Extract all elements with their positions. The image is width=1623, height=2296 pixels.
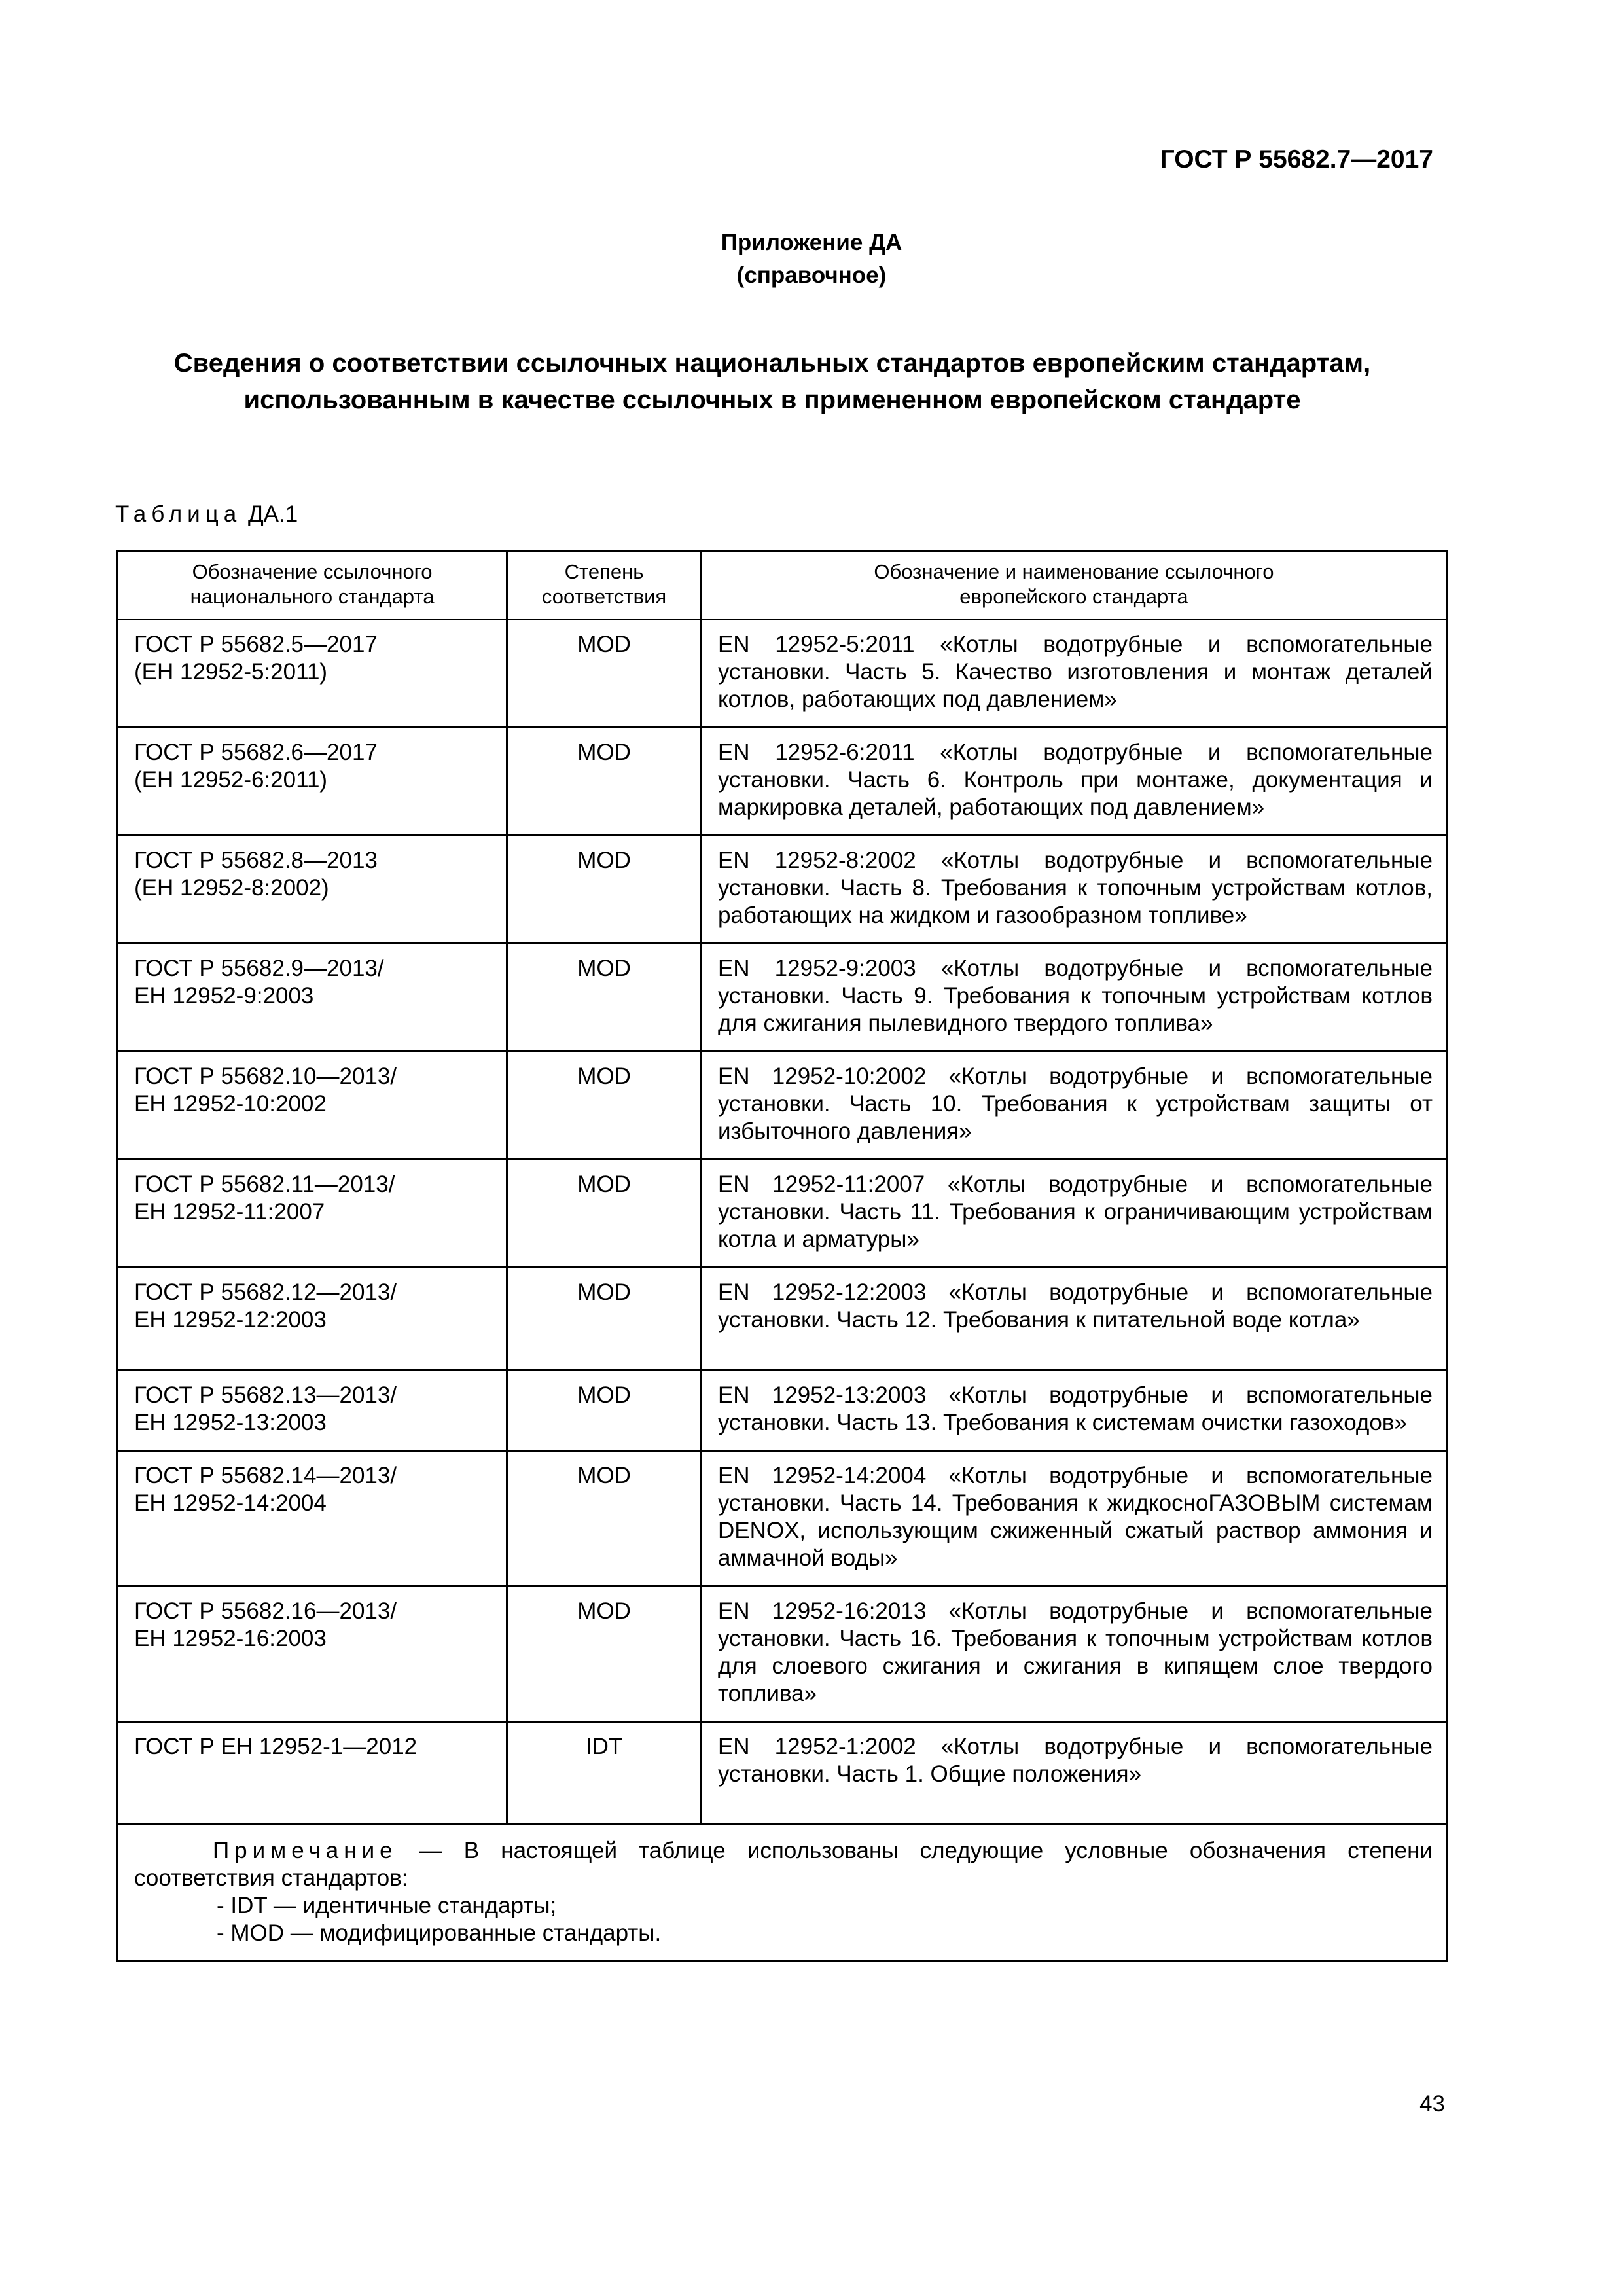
european-standard-cell: EN 12952-14:2004 «Котлы водотрубные и вспомогательные установки. Часть 14. Требования к жидкосноГАЗОВЫМ системам DENOX, использующим сжиженный сжатый раствор аммония и аммачной воды» [701, 1451, 1446, 1587]
national-standard-cell: ГОСТ Р 55682.8—2013 (ЕН 12952-8:2002) [118, 836, 507, 944]
degree-cell: MOD [507, 1052, 702, 1160]
european-standard-cell: EN 12952-10:2002 «Котлы водотрубные и вспомогательные установки. Часть 10. Требования к устройствам защиты от избыточного давления» [701, 1052, 1446, 1160]
national-standard-cell: ГОСТ Р 55682.12—2013/ ЕН 12952-12:2003 [118, 1268, 507, 1371]
national-standard-cell: ГОСТ Р 55682.11—2013/ ЕН 12952-11:2007 [118, 1160, 507, 1268]
document-title-line2: использованным в качестве ссылочных в примененном европейском стандарте [243, 386, 1301, 414]
national-standard-cell: ГОСТ Р 55682.14—2013/ ЕН 12952-14:2004 [118, 1451, 507, 1587]
degree-cell: MOD [507, 836, 702, 944]
degree-cell: MOD [507, 1587, 702, 1722]
national-standard-cell: ГОСТ Р 55682.9—2013/ ЕН 12952-9:2003 [118, 944, 507, 1052]
degree-cell: MOD [507, 1451, 702, 1587]
table-row [118, 1451, 1447, 1587]
european-standard-cell: EN 12952-13:2003 «Котлы водотрубные и вспомогательные установки. Часть 13. Требования к системам очистки газоходов» [701, 1371, 1446, 1451]
national-standard-cell: ГОСТ Р 55682.16—2013/ ЕН 12952-16:2003 [118, 1587, 507, 1722]
header-european-standard: Обозначение и наименование ссылочного европейского стандарта [701, 551, 1446, 620]
table-row [118, 1371, 1447, 1451]
national-standard-cell: ГОСТ Р 55682.6—2017 (ЕН 12952-6:2011) [118, 728, 507, 836]
degree-cell: MOD [507, 620, 702, 728]
european-standard-cell: EN 12952-1:2002 «Котлы водотрубные и вспомогательные установки. Часть 1. Общие положения» [701, 1722, 1446, 1825]
national-standard-cell: ГОСТ Р ЕН 12952-1—2012 [118, 1722, 507, 1825]
note-item-idt: - IDT — идентичные стандарты; [217, 1893, 557, 1918]
table-caption-word: Таблица [115, 501, 242, 527]
table-note-row [118, 1825, 1447, 1962]
note-text: — В настоящей таблице использованы следующие условные обозначения степени соответствия стандартов: [134, 1838, 1433, 1891]
note-item-mod: - MOD — модифицированные стандарты. [217, 1920, 662, 1946]
table-row [118, 944, 1447, 1052]
european-standard-cell: EN 12952-16:2013 «Котлы водотрубные и вспомогательные установки. Часть 16. Требования к топочным устройствам котлов для слоевого сжигания и сжигания в кипящем слое твердого топлива» [701, 1587, 1446, 1722]
table-row [118, 728, 1447, 836]
table-note [118, 1825, 1447, 1962]
national-standard-cell: ГОСТ Р 55682.13—2013/ ЕН 12952-13:2003 [118, 1371, 507, 1451]
document-title-line1: Сведения о соответствии ссылочных национальных стандартов европейским стандартам, [173, 349, 1371, 378]
degree-cell: MOD [507, 1268, 702, 1371]
european-standard-cell: EN 12952-9:2003 «Котлы водотрубные и вспомогательные установки. Часть 9. Требования к топочным устройствам котлов для сжигания пылевидного твердого топлива» [701, 944, 1446, 1052]
european-standard-cell: EN 12952-12:2003 «Котлы водотрубные и вспомогательные установки. Часть 12. Требования к питательной воде котла» [701, 1268, 1446, 1371]
table-caption-number: ДА.1 [247, 501, 298, 527]
appendix-title: Приложение ДА [721, 230, 902, 255]
table-row [118, 1722, 1447, 1825]
degree-cell: MOD [507, 1371, 702, 1451]
european-standard-cell: EN 12952-8:2002 «Котлы водотрубные и вспомогательные установки. Часть 8. Требования к топочным устройствам котлов, работающих на жидком и газообразном топливе» [701, 836, 1446, 944]
table-row [118, 1268, 1447, 1371]
table-row [118, 836, 1447, 944]
correspondence-table [116, 550, 1448, 1962]
table-row [118, 1052, 1447, 1160]
header-national-standard: Обозначение ссылочного национального стандарта [118, 551, 507, 620]
national-standard-cell: ГОСТ Р 55682.10—2013/ ЕН 12952-10:2002 [118, 1052, 507, 1160]
table-caption [115, 501, 298, 528]
header-degree: Степень соответствия [507, 551, 702, 620]
standard-code: ГОСТ Р 55682.7—2017 [1160, 145, 1433, 173]
table-row [118, 1160, 1447, 1268]
degree-cell: MOD [507, 944, 702, 1052]
european-standard-cell: EN 12952-11:2007 «Котлы водотрубные и вспомогательные установки. Часть 11. Требования к ограничивающим устройствам котла и арматуры» [701, 1160, 1446, 1268]
document-title [131, 345, 1414, 418]
degree-cell: MOD [507, 728, 702, 836]
appendix-subtitle: (справочное) [736, 262, 887, 288]
degree-cell: IDT [507, 1722, 702, 1825]
degree-cell: MOD [507, 1160, 702, 1268]
european-standard-cell: EN 12952-6:2011 «Котлы водотрубные и вспомогательные установки. Часть 6. Контроль при монтаже, документация и маркировка деталей, работающих под давлением» [701, 728, 1446, 836]
page-number: 43 [1419, 2091, 1445, 2117]
table-header-row [118, 551, 1447, 620]
table-row [118, 620, 1447, 728]
appendix-heading [0, 226, 1623, 292]
national-standard-cell: ГОСТ Р 55682.5—2017 (ЕН 12952-5:2011) [118, 620, 507, 728]
european-standard-cell: EN 12952-5:2011 «Котлы водотрубные и вспомогательные установки. Часть 5. Качество изготовления и монтаж деталей котлов, работающих под давлением» [701, 620, 1446, 728]
note-label: Примечание [213, 1838, 398, 1863]
table-row [118, 1587, 1447, 1722]
